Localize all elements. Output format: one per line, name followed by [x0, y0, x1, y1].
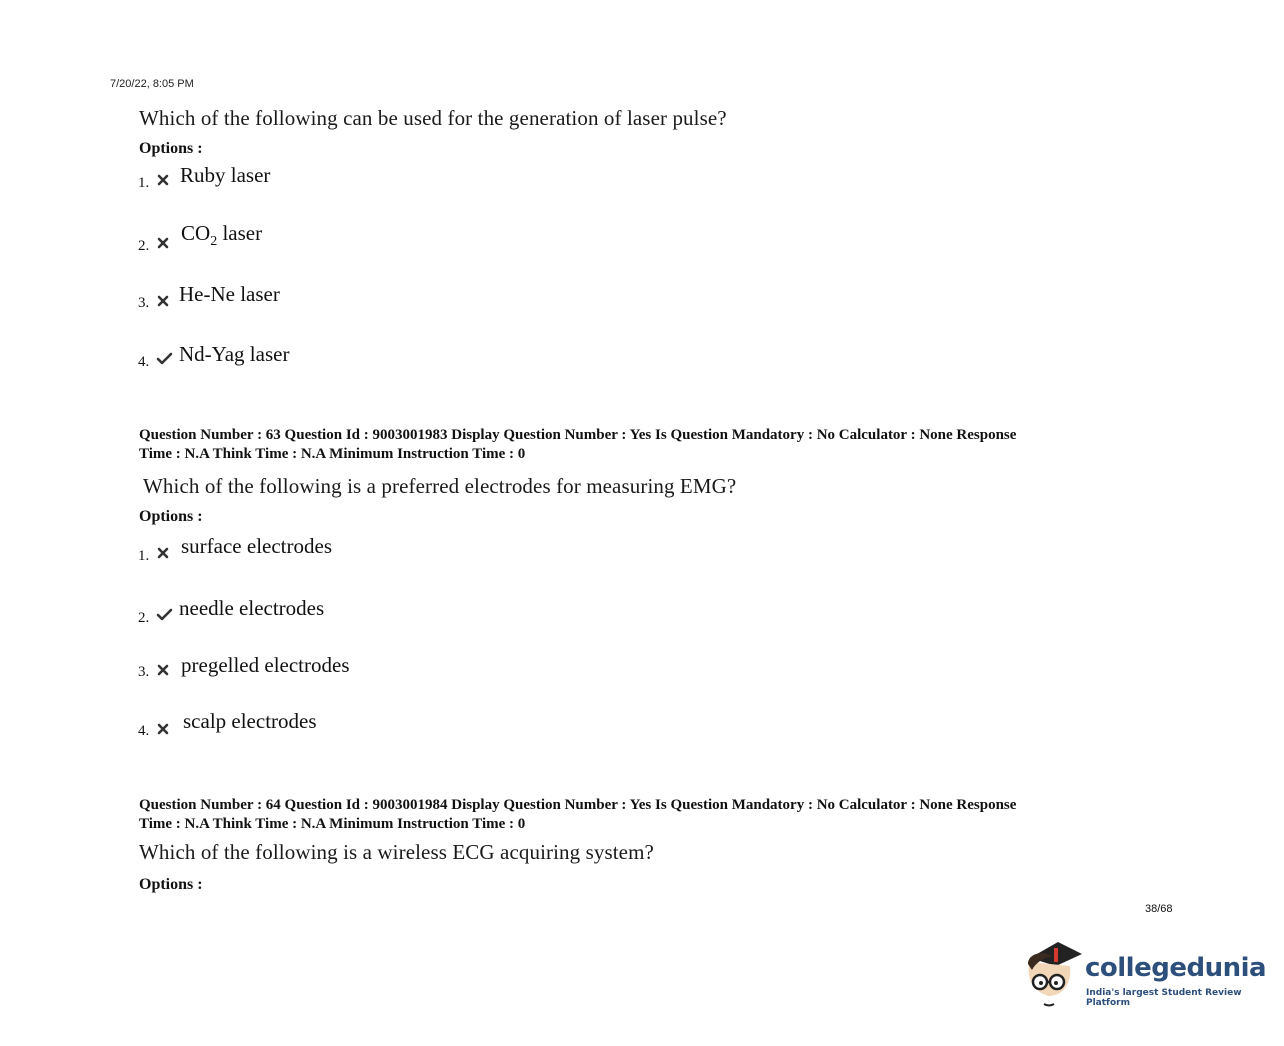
check-icon	[156, 352, 173, 366]
option-number: 3.	[138, 295, 150, 311]
option-number: 1.	[138, 175, 150, 191]
option-text: pregelled electrodes	[181, 653, 350, 677]
option-text: He-Ne laser	[179, 282, 280, 306]
cross-icon	[156, 722, 170, 736]
option-text: $CO_2$ laser	[181, 221, 263, 250]
cross-icon	[156, 546, 170, 560]
question-meta: Question Number : 63 Question Id : 9003001983 Display Question Number : Yes Is Question Mandatory : No Calculator : None Response Time : N.A Think Time : N.A Minimum Instruction Time : 0	[139, 427, 1017, 462]
check-icon	[156, 608, 173, 622]
option-text: Nd-Yag laser	[179, 342, 290, 366]
options-label: Options :	[139, 508, 203, 525]
logo-name: collegedunia	[1085, 953, 1267, 983]
logo-tagline: India's largest Student Review Platform	[1086, 988, 1242, 1008]
option-number: 4.	[138, 723, 150, 739]
option-text: Ruby laser	[180, 163, 271, 187]
option-number: 4.	[138, 354, 150, 370]
options-label: Options :	[139, 876, 203, 893]
option-text: needle electrodes	[179, 596, 325, 620]
page-number: 38/68	[1145, 903, 1173, 915]
collegedunia-logo	[1022, 938, 1267, 1008]
option-number: 3.	[138, 664, 150, 680]
question-text: Which of the following can be used for the generation of laser pulse?	[139, 106, 727, 130]
mascot-icon	[1022, 938, 1084, 1008]
option-number: 2.	[138, 238, 150, 254]
print-timestamp: 7/20/22, 8:05 PM	[110, 78, 194, 90]
cross-icon	[156, 173, 170, 187]
option-number: 1.	[138, 548, 150, 564]
question-text: Which of the following is a wireless ECG acquiring system?	[139, 840, 654, 864]
options-label: Options :	[139, 140, 203, 157]
cross-icon	[156, 294, 170, 308]
cross-icon	[156, 236, 170, 250]
cross-icon	[156, 663, 170, 677]
option-number: 2.	[138, 610, 150, 626]
question-meta: Question Number : 64 Question Id : 9003001984 Display Question Number : Yes Is Question Mandatory : No Calculator : None Response Time : N.A Think Time : N.A Minimum Instruction Time : 0	[139, 797, 1017, 832]
question-text: Which of the following is a preferred electrodes for measuring EMG?	[143, 474, 737, 498]
option-text: scalp electrodes	[183, 709, 317, 733]
option-text: surface electrodes	[181, 534, 332, 558]
